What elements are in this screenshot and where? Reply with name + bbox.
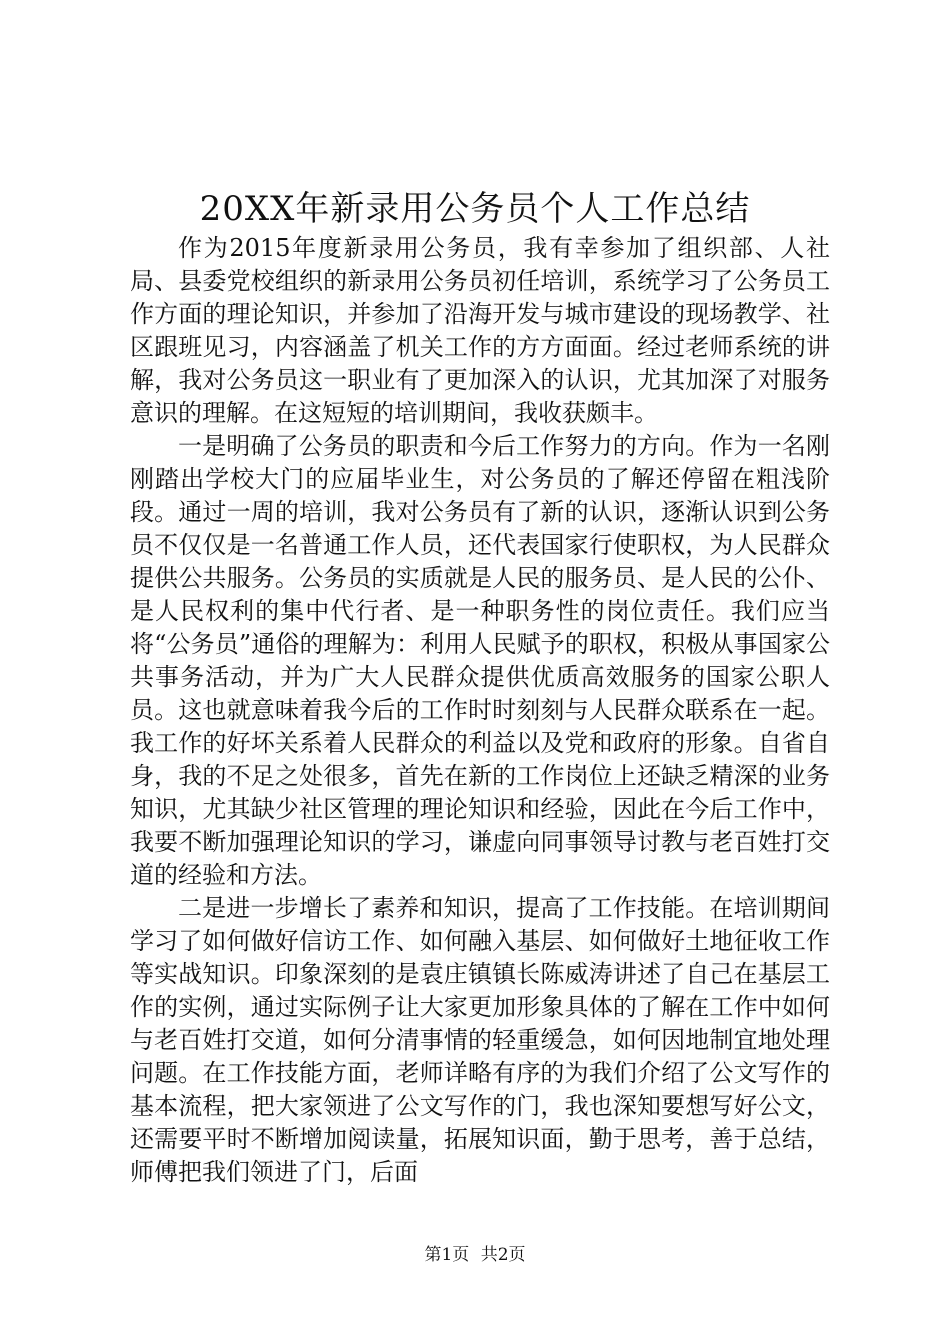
paragraph-point-one: 一是明确了公务员的职责和今后工作努力的方向。作为一名刚刚踏出学校大门的应届毕业生，对公务员的了解还停留在粗浅阶段。通过一周的培训，我对公务员有了新的认识，逐渐认识到公务员不仅仅是一名普通工作人员，还代表国家行使职权，为人民群众提供公共服务。公务员的实质就是人民的服务员、是人民的公仆、是人民权利的集中代行者、是一种职务性的岗位责任。我们应当将“公务员”通俗的理解为：利用人民赋予的职权，积极从事国家公共事务活动，并为广大人民群众提供优质高效服务的国家公职人员。这也就意味着我今后的工作时时刻刻与人民群众联系在一起。我工作的好坏关系着人民群众的利益以及党和政府的形象。自省自身，我的不足之处很多，首先在新的工作岗位上还缺乏精深的业务知识，尤其缺少社区管理的理论知识和经验，因此在今后工作中，我要不断加强理论知识的学习，谦虚向同事领导讨教与老百姓打交道的经验和方法。 [130,432,830,889]
document-body [130,232,830,1189]
page-number-total: 共2页 [480,1245,526,1265]
document-title: 20XX年新录用公务员个人工作总结 [199,189,751,229]
paragraph-point-two: 二是进一步增长了素养和知识，提高了工作技能。在培训期间学习了如何做好信访工作、如何融入基层、如何做好土地征收工作等实战知识。印象深刻的是袁庄镇镇长陈威涛讲述了自己在基层工作的实例，通过实际例子让大家更加形象具体的了解在工作中如何与老百姓打交道，如何分清事情的轻重缓急，如何因地制宜地处理问题。在工作技能方面，老师详略有序的为我们介绍了公文写作的基本流程，把大家领进了公文写作的门，我也深知要想写好公文，还需要平时不断增加阅读量，拓展知识面，勤于思考，善于总结，师傅把我们领进了门，后面 [130,894,830,1186]
page-footer [0,1243,950,1267]
page-number-current: 第1页 [424,1245,470,1265]
paragraph-intro: 作为2015年度新录用公务员，我有幸参加了组织部、人社局、县委党校组织的新录用公务员初任培训，系统学习了公务员工作方面的理论知识，并参加了沿海开发与城市建设的现场教学、社区跟班见习，内容涵盖了机关工作的方方面面。经过老师系统的讲解，我对公务员这一职业有了更加深入的认识，尤其加深了对服务意识的理解。在这短短的培训期间，我收获颇丰。 [130,234,830,427]
